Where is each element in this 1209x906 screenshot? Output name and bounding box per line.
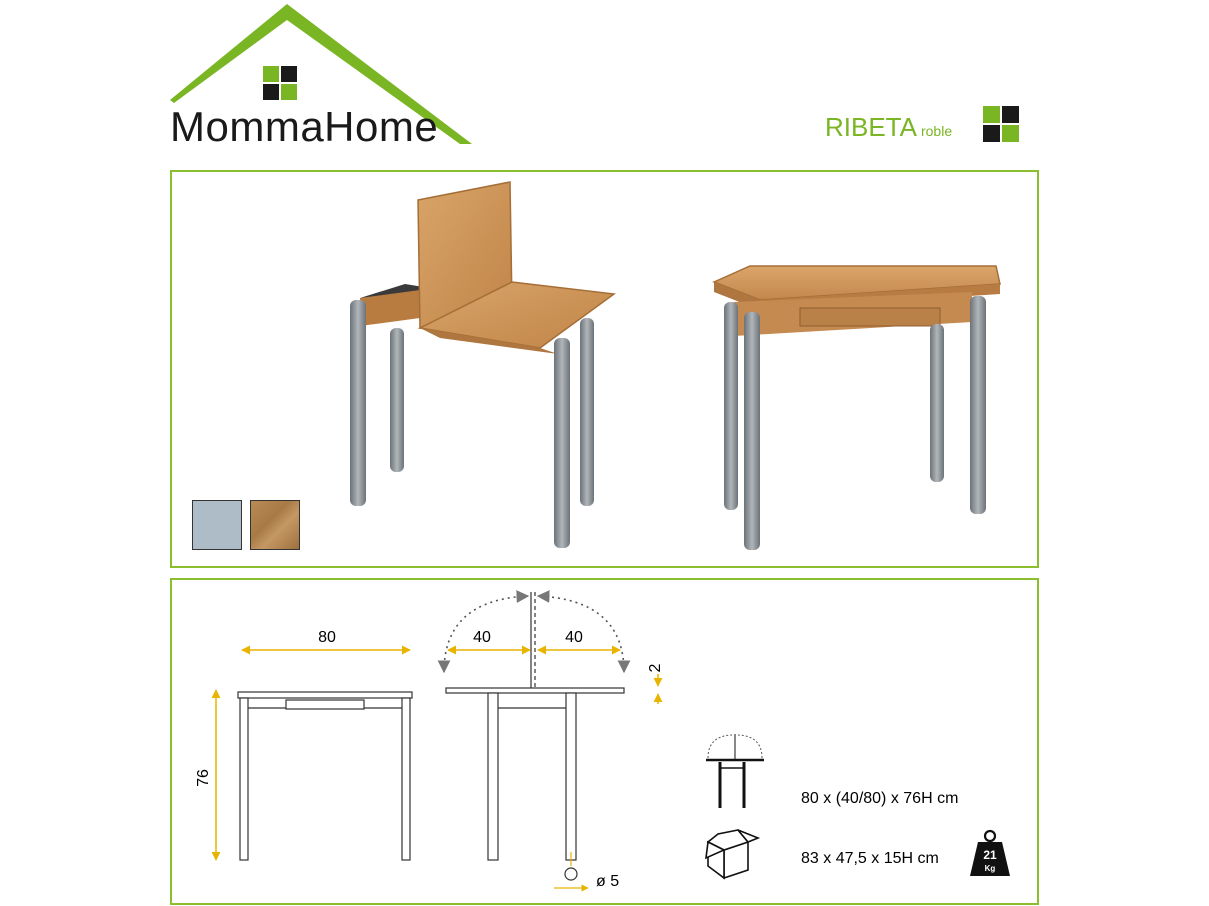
package-box-icon — [706, 830, 758, 878]
logo-square-tr — [281, 66, 297, 82]
weight-value: 21 — [983, 848, 997, 862]
table-open-illustration — [340, 178, 630, 558]
table-closed-illustration — [710, 262, 1010, 554]
spec-package: 83 x 47,5 x 15H cm — [801, 850, 939, 867]
weight-unit: Kg — [984, 864, 996, 873]
weight-icon — [970, 831, 1010, 876]
dim-half-left: 40 — [473, 629, 491, 646]
swatch-grey[interactable] — [192, 500, 242, 550]
spec-assembled: 80 x (40/80) x 76H cm — [801, 790, 959, 807]
logo-square-bl — [263, 84, 279, 100]
brand-name: MommaHome — [170, 103, 439, 150]
mini-table-icon — [706, 734, 764, 808]
dim-leg-diameter: ø 5 — [596, 873, 620, 890]
product-finish: roble — [920, 123, 953, 139]
logo-square-tl — [263, 66, 279, 82]
dim-half-right: 40 — [565, 629, 583, 646]
brand-squares-icon — [983, 106, 1021, 144]
product-title — [825, 112, 952, 143]
front-view — [238, 692, 412, 860]
swatch-oak[interactable] — [250, 500, 300, 550]
product-model: RIBETA — [825, 112, 917, 142]
dim-height: 76 — [195, 769, 212, 787]
technical-drawing — [172, 580, 1037, 903]
dim-thickness: 2 — [647, 663, 664, 673]
logo-square-br — [281, 84, 297, 100]
dim-width: 80 — [318, 629, 336, 646]
